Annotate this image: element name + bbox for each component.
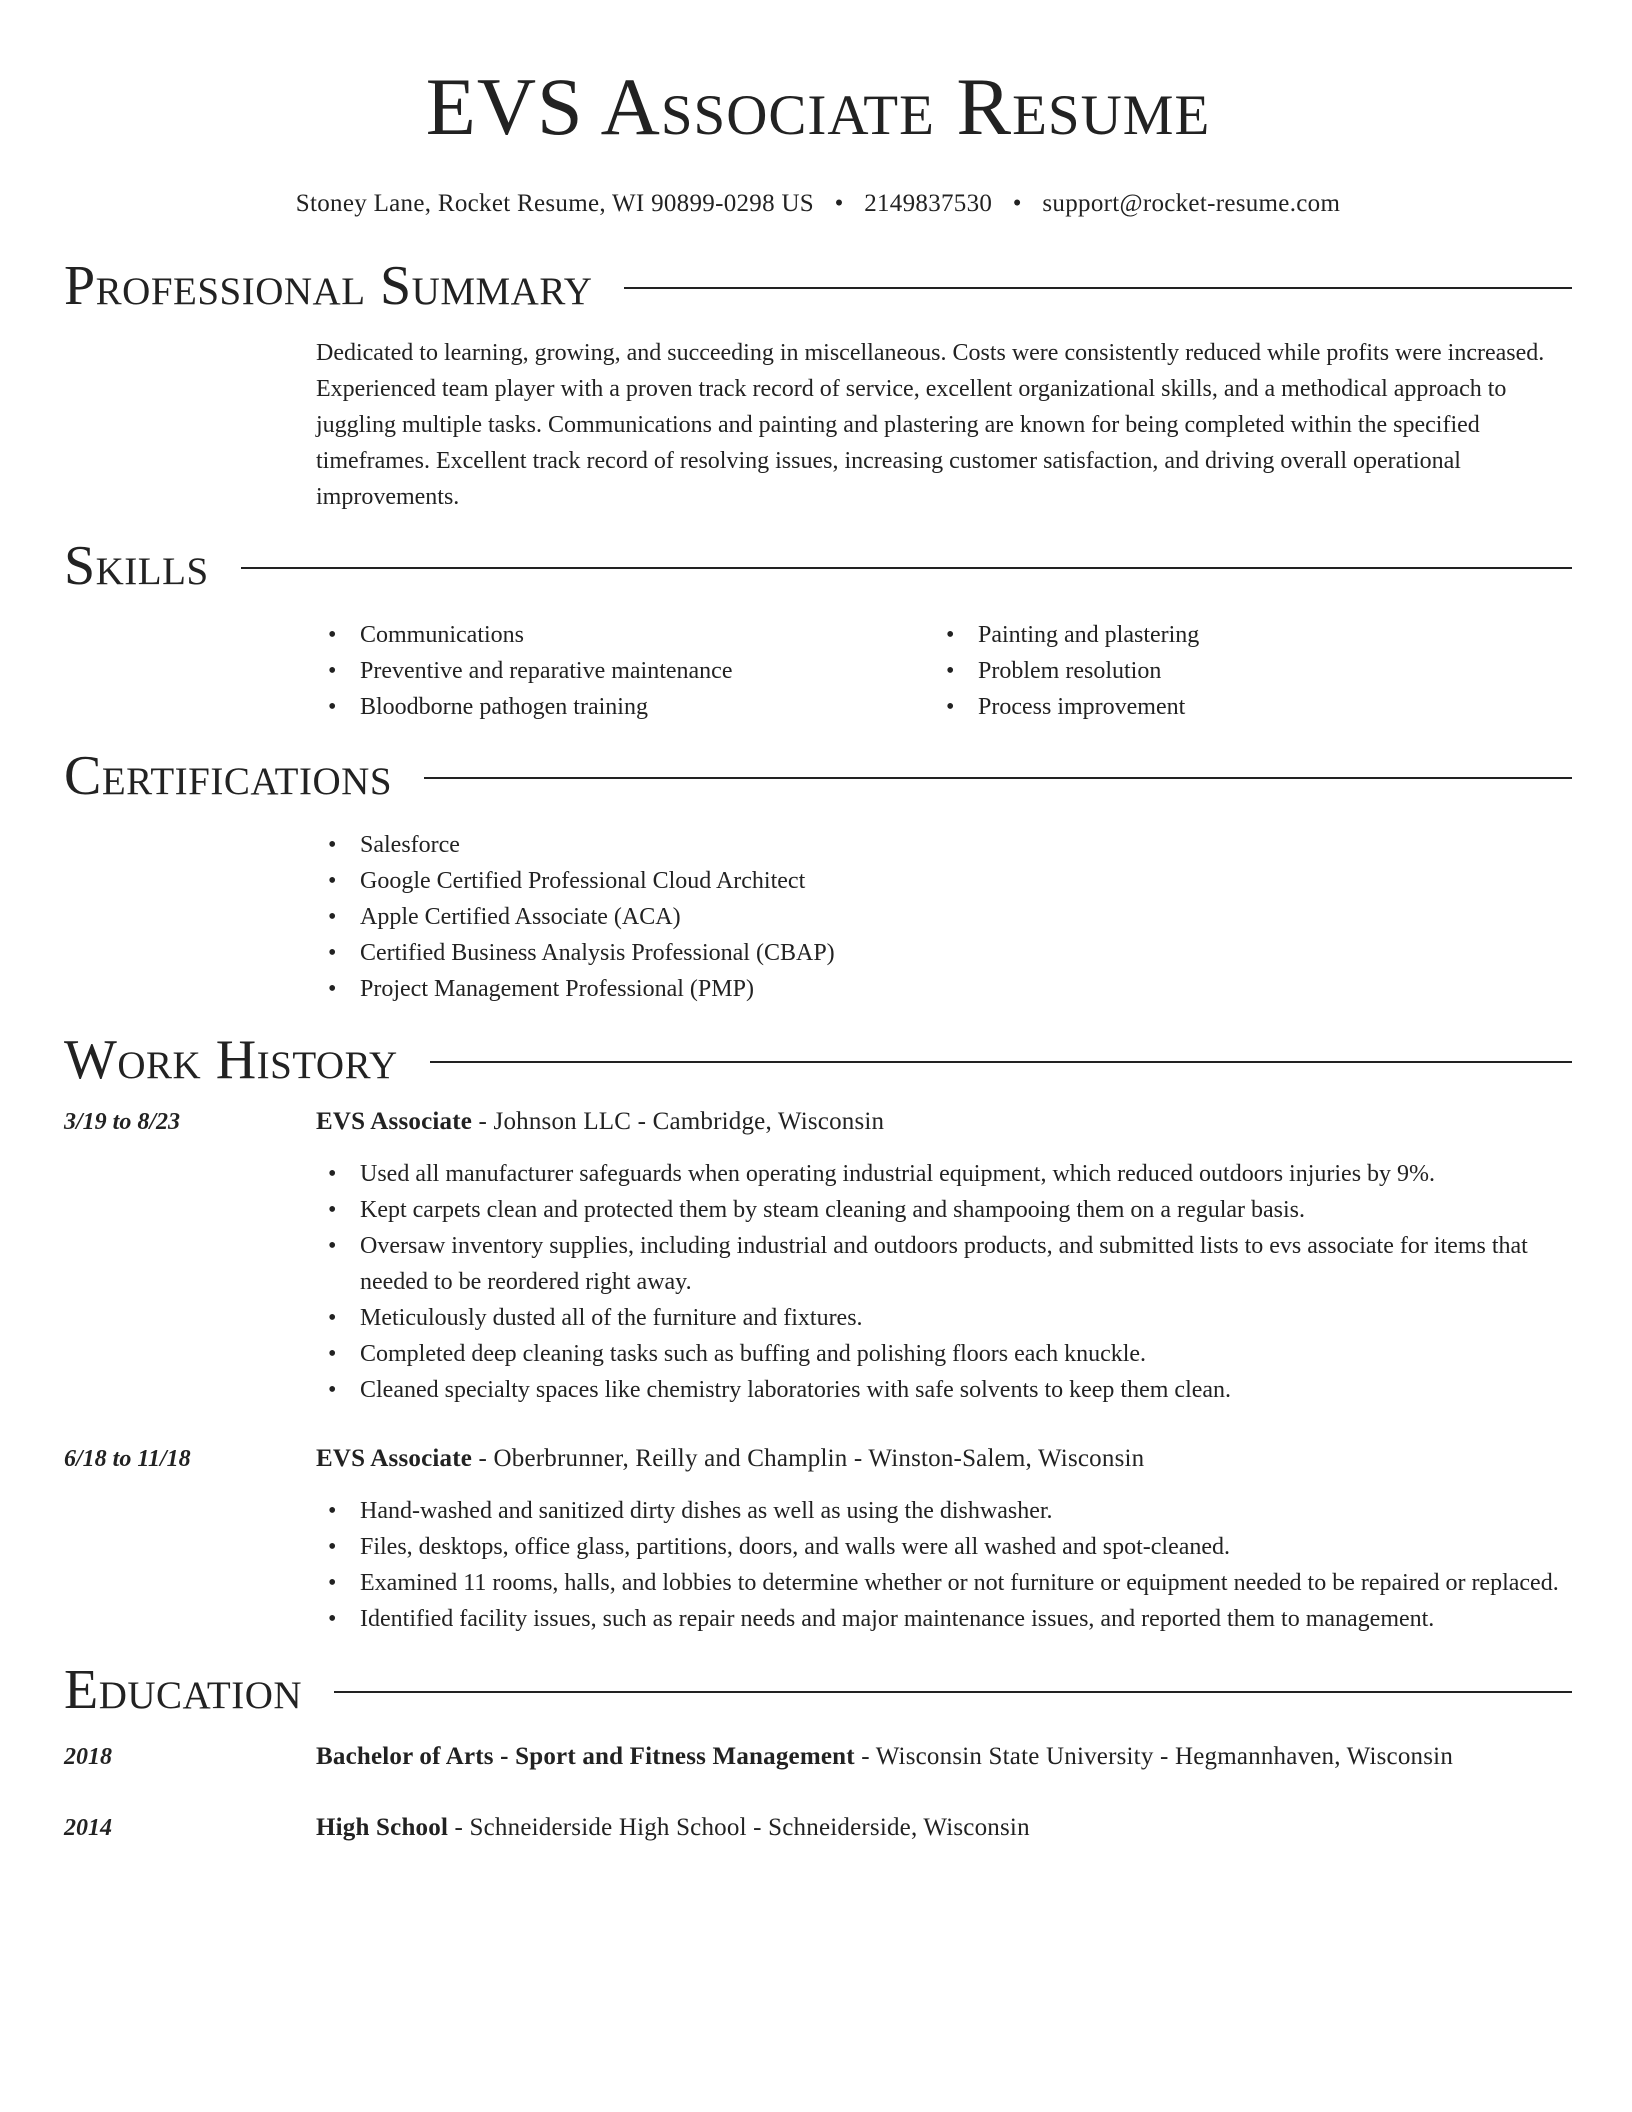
certification-item: • Apple Certified Associate (ACA) xyxy=(316,899,1572,935)
page-title: EVS Associate Resume xyxy=(425,61,1211,152)
job-title: EVS Associate xyxy=(316,1108,473,1135)
job-duty: • Used all manufacturer safeguards when operating industrial equipment, which reduced outdoors injuries by 9%. xyxy=(316,1156,1572,1192)
job-entry xyxy=(64,1441,1572,1637)
section-divider xyxy=(430,1061,1572,1063)
skill-item: • Communications xyxy=(316,617,934,653)
certification-item: • Google Certified Professional Cloud Architect xyxy=(316,863,1572,899)
job-duty: • Identified facility issues, such as repair needs and major maintenance issues, and reported them to management. xyxy=(316,1601,1572,1637)
skill-item: • Process improvement xyxy=(934,689,1572,725)
contact-phone: 2149837530 xyxy=(864,190,993,217)
contact-address: Stoney Lane, Rocket Resume, WI 90899-0298 US xyxy=(295,190,815,217)
education-section-header xyxy=(64,1658,1572,1722)
skill-item: • Preventive and reparative maintenance xyxy=(316,653,934,689)
summary-heading: Professional Summary xyxy=(64,255,593,317)
job-duty: • Examined 11 rooms, halls, and lobbies to determine whether or not furniture or equipment needed to be repaired or replaced. xyxy=(316,1565,1572,1601)
education-school-location: - Schneiderside High School - Schneiderside, Wisconsin xyxy=(448,1814,1030,1841)
work-heading: Work History xyxy=(64,1029,398,1091)
education-details xyxy=(316,1810,1572,1846)
education-degree: Bachelor of Arts - Sport and Fitness Management xyxy=(316,1743,855,1770)
summary-text: Dedicated to learning, growing, and succeeding in miscellaneous. Costs were consistently reduced while profits were increased. Experienced team player with a proven track record of service, excellent organizational skills, and a methodical approach to juggling multiple tasks. Communications and painting and plastering are known for being completed within the specified timeframes. Excellent track record of resolving issues, increasing customer satisfaction, and driving overall operational improvements. xyxy=(316,340,1545,510)
job-entry xyxy=(64,1104,1572,1408)
job-dates: 6/18 to 11/18 xyxy=(64,1446,191,1472)
skills-section-header xyxy=(64,534,1572,598)
summary-section xyxy=(316,335,1572,515)
job-duties xyxy=(316,1493,1572,1637)
education-details xyxy=(316,1739,1572,1775)
job-duty: • Files, desktops, office glass, partitions, doors, and walls were all washed and spot-cleaned. xyxy=(316,1529,1572,1565)
job-header xyxy=(316,1441,1572,1477)
summary-section-header xyxy=(64,254,1572,318)
job-employer-location: - Johnson LLC - Cambridge, Wisconsin xyxy=(472,1108,885,1135)
education-heading: Education xyxy=(64,1659,303,1721)
skill-item: • Painting and plastering xyxy=(934,617,1572,653)
job-dates: 3/19 to 8/23 xyxy=(64,1109,181,1135)
contact-separator: • xyxy=(1012,190,1022,217)
job-duties xyxy=(316,1156,1572,1408)
certifications-section-header xyxy=(64,744,1572,808)
job-body xyxy=(316,1441,1572,1637)
job-duty: • Meticulously dusted all of the furniture and fixtures. xyxy=(316,1300,1572,1336)
contact-separator: • xyxy=(834,190,844,217)
certifications-section xyxy=(316,827,1572,1007)
certifications-list xyxy=(316,827,1572,1007)
job-employer-location: - Oberbrunner, Reilly and Champlin - Winston-Salem, Wisconsin xyxy=(472,1445,1145,1472)
section-divider xyxy=(334,1691,1572,1693)
contact-line xyxy=(64,188,1572,220)
job-duty: • Kept carpets clean and protected them by steam cleaning and shampooing them on a regular basis. xyxy=(316,1192,1572,1228)
education-degree: High School xyxy=(316,1814,449,1841)
contact-email: support@rocket-resume.com xyxy=(1042,190,1341,217)
skills-list-right xyxy=(934,617,1572,725)
work-section-header xyxy=(64,1028,1572,1092)
certification-item: • Project Management Professional (PMP) xyxy=(316,971,1572,1007)
skills-heading: Skills xyxy=(64,535,209,597)
job-duty: • Hand-washed and sanitized dirty dishes as well as using the dishwasher. xyxy=(316,1493,1572,1529)
job-duty: • Cleaned specialty spaces like chemistry laboratories with safe solvents to keep them clean. xyxy=(316,1372,1572,1408)
job-duty: • Completed deep cleaning tasks such as buffing and polishing floors each knuckle. xyxy=(316,1336,1572,1372)
education-entry xyxy=(64,1810,1572,1846)
section-divider xyxy=(624,287,1572,289)
education-school-location: - Wisconsin State University - Hegmannhaven, Wisconsin xyxy=(854,1743,1454,1770)
certification-item: • Certified Business Analysis Professional (CBAP) xyxy=(316,935,1572,971)
education-year: 2018 xyxy=(64,1744,112,1770)
skills-section xyxy=(316,617,1572,725)
job-title: EVS Associate xyxy=(316,1445,473,1472)
job-body xyxy=(316,1104,1572,1408)
education-entry xyxy=(64,1739,1572,1775)
section-divider xyxy=(241,567,1572,569)
job-duty: • Oversaw inventory supplies, including industrial and outdoors products, and submitted lists to evs associate for items that needed to be reordered right away. xyxy=(316,1228,1572,1300)
skill-item: • Bloodborne pathogen training xyxy=(316,689,934,725)
certification-item: • Salesforce xyxy=(316,827,1572,863)
education-year: 2014 xyxy=(64,1815,112,1841)
skills-list-left xyxy=(316,617,934,725)
job-header xyxy=(316,1104,1572,1140)
resume-page xyxy=(64,0,1572,1846)
certifications-heading: Certifications xyxy=(64,745,393,807)
section-divider xyxy=(424,777,1572,779)
skill-item: • Problem resolution xyxy=(934,653,1572,689)
